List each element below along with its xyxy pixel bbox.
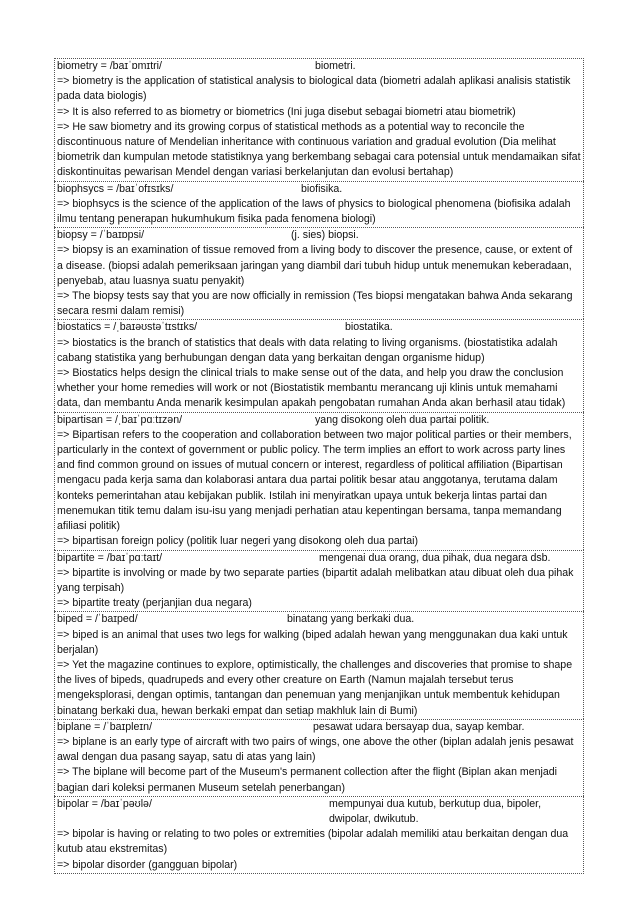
dictionary-entry xyxy=(54,58,584,181)
entry-example: => The biplane will become part of the Museum's permanent collection after the flight (Biplan akan menjadi bagian dari koleksi permanen Museum setelah penerbangan) xyxy=(57,766,558,794)
entry-example: => He saw biometry and its growing corpus of statistical methods as a potential way to reconcile the discontinuous nature of Mendelian inheritance with continuous variation and gradual evolution (Dia melihat biometrik dan kumpulan metode statistiknya yang berkembang sebagai cara potensial untuk mendamaikan sifat diskontinuitas pewarisan Mendel dengan variasi berkelanjutan dan evolusi bertahap) xyxy=(57,120,581,179)
entry-headline xyxy=(57,228,581,243)
entry-example: => biometry is the application of statistical analysis to biological data (biometri adalah aplikasi analisis statistik pada data biologis) xyxy=(57,75,571,103)
entry-term: bipartite = /baɪˈpɑːtaɪt/ xyxy=(57,551,163,564)
dictionary-document xyxy=(54,58,584,874)
entry-translation: biofisika. xyxy=(301,182,343,195)
entry-headline xyxy=(57,612,581,627)
entry-example: => bipartite treaty (perjanjian dua negara) xyxy=(57,597,252,610)
entry-example: => biophsycs is the science of the application of the laws of physics to biological phenomena (biofisika adalah ilmu tentang penerapan hukumhukum fisika pada fenomena biologi) xyxy=(57,197,571,226)
dictionary-entry xyxy=(54,796,584,874)
dictionary-entry xyxy=(54,319,584,411)
entry-headline xyxy=(57,720,581,735)
entry-term: bipolar = /baɪˈpəʊlə/ xyxy=(57,797,152,810)
entry-example: => bipartite is involving or made by two separate parties (bipartit adalah melibatkan atau dibuat oleh dua pihak yang terpisah) xyxy=(57,566,574,594)
dictionary-entry xyxy=(54,719,584,796)
entry-example: => Biostatics helps design the clinical trials to make sense out of the data, and help you draw the conclusion whether your home remedies will work or not (Biostatistik membantu merancang uji klinis untuk memahami data, dan membantu Anda menarik kesimpulan apakah pengobatan rumahan Anda akan berhasil atau tidak) xyxy=(57,367,566,410)
entry-translation: biometri. xyxy=(315,60,356,72)
entry-example: => biopsy is an examination of tissue removed from a living body to discover the presence, cause, or extent of a disease. (biopsi adalah pemeriksaan jaringan yang diambil dari tubuh hidup untuk menemukan keberadaan, penyebab, atau luasnya suatu penyakit) xyxy=(57,244,573,287)
entry-term: biopsy = /ˈbaɪɒpsi/ xyxy=(57,229,145,242)
entry-translation: mempunyai dua kutub, berkutup dua, bipoler, dwipolar, dwikutub. xyxy=(329,797,542,825)
dictionary-entry xyxy=(54,611,584,718)
entry-translation: binatang yang berkaki dua. xyxy=(287,613,415,626)
entry-term: biometry = /baɪˈɒmɪtri/ xyxy=(57,60,162,72)
entry-translation: biostatika. xyxy=(345,321,393,334)
entry-term: bipartisan = /ˌbaɪˈpɑːtɪzən/ xyxy=(57,413,183,426)
entry-term: biplane = /ˈbaɪpleɪn/ xyxy=(57,720,153,733)
entry-example: => Bipartisan refers to the cooperation and collaboration between two major political parties or their members, particularly in the context of government or public policy. The term implies an effort to work across party lines and find common ground on issues of mutual concern or interest, regardless of political affiliation (Bipartisan mengacu pada kerja sama dan kolaborasi antara dua partai politik besar atau anggotanya, terutama dalam konteks pemerintahan atau kebijakan publik. Istilah ini menyiratkan upaya untuk bekerja lintas partai dan menemukan titik temu dalam isu-isu yang menjadi perhatian atau kepentingan bersama, tanpa memandang afiliasi politik) xyxy=(57,428,572,533)
entry-example: => Yet the magazine continues to explore, optimistically, the challenges and discoveries that promise to shape the lives of bipeds, quadrupeds and every other creature on Earth (Namun majalah tersebut terus mengeksplorasi, dengan optimis, tantangan dan penemuan yang menjanjikan untuk membentuk kehidupan binatang berkaki dua, hewan berkaki empat dan setiap makhluk lain di Bumi) xyxy=(57,658,573,717)
entry-example: => biped is an animal that uses two legs for walking (biped adalah hewan yang menggunakan dua kaki untuk berjalan) xyxy=(57,628,568,656)
entry-term: biostatics = /ˌbaɪəʊstəˈtɪstɪks/ xyxy=(57,321,198,334)
entry-headline xyxy=(57,320,581,335)
entry-example: => bipolar disorder (gangguan bipolar) xyxy=(57,858,238,871)
entry-headline xyxy=(57,797,581,827)
entry-example: => bipolar is having or relating to two poles or extremities (bipolar adalah memiliki atau berkaitan dengan dua kutub atau ekstremitas) xyxy=(57,828,569,856)
dictionary-entry xyxy=(54,550,584,612)
entry-example: => bipartisan foreign policy (politik luar negeri yang disokong oleh dua partai) xyxy=(57,535,418,548)
dictionary-entry xyxy=(54,181,584,228)
entry-translation: pesawat udara bersayap dua, sayap kembar. xyxy=(313,720,525,733)
entry-example: => biostatics is the branch of statistics that deals with data relating to living organisms. (biostatistika adalah cabang statistika yang berhubungan dengan data yang berkaitan dengan organisme hidup) xyxy=(57,336,558,364)
dictionary-entry xyxy=(54,227,584,319)
entry-headline xyxy=(57,182,581,197)
entry-translation: mengenai dua orang, dua pihak, dua negara dsb. xyxy=(319,551,551,564)
entry-headline xyxy=(57,59,581,74)
entry-headline xyxy=(57,413,581,428)
entry-translation: yang disokong oleh dua partai politik. xyxy=(315,413,490,426)
entry-example: => biplane is an early type of aircraft with two pairs of wings, one above the other (biplan adalah jenis pesawat awal dengan dua pasang sayap, satu di atas yang lain) xyxy=(57,735,574,764)
entry-example: => It is also referred to as biometry or biometrics (Ini juga disebut sebagai biometri atau biometrik) xyxy=(57,105,516,118)
entry-translation: (j. sies) biopsi. xyxy=(291,229,359,242)
entry-example: => The biopsy tests say that you are now officially in remission (Tes biopsi mengatakan bahwa Anda sekarang secara resmi dalam remisi) xyxy=(57,290,573,318)
entry-term: biophsycs = /baɪˈofɪsɪks/ xyxy=(57,182,174,195)
dictionary-entry xyxy=(54,412,584,550)
entry-term: biped = /ˈbaɪped/ xyxy=(57,613,138,626)
entry-headline xyxy=(57,551,581,566)
